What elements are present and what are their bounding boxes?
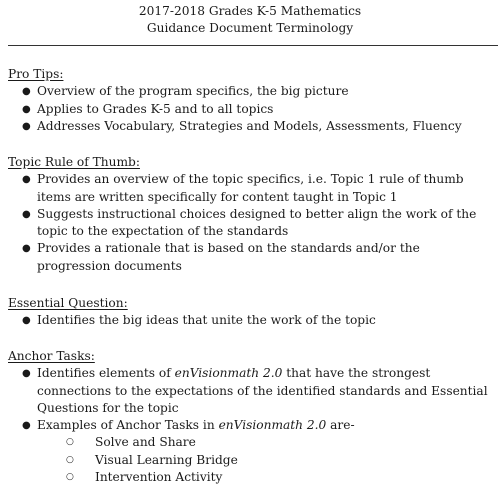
bullet-icon: ● bbox=[22, 103, 31, 115]
list-item-text: that have the strongest connections to the expectations of the identified standards and Essential Questions for the topic bbox=[37, 366, 488, 415]
title-line-2: Guidance Document Terminology bbox=[146, 21, 354, 35]
topic-rule-section bbox=[8, 154, 496, 275]
list-item bbox=[8, 206, 496, 241]
list-item-text: Provides an overview of the topic specifics, i.e. Topic 1 rule of thumb items are written specifically for content taught in Topic 1 bbox=[37, 172, 464, 204]
essential-question-section bbox=[8, 295, 496, 330]
list-item bbox=[8, 365, 496, 417]
list-item-text: Identifies elements of bbox=[37, 366, 175, 381]
bullet-icon: ● bbox=[22, 208, 31, 220]
bullet-icon: ● bbox=[22, 368, 31, 380]
list-item-text: Provides a rationale that is based on the standards and/or the progression documents bbox=[37, 241, 420, 273]
topic-rule-heading: Topic Rule of Thumb: bbox=[8, 155, 140, 169]
list-item-text: Identifies the big ideas that unite the work of the topic bbox=[37, 313, 376, 328]
sub-list-item bbox=[37, 434, 496, 451]
sub-list-item-text: Solve and Share bbox=[95, 435, 196, 450]
bullet-icon: ● bbox=[22, 420, 31, 432]
topic-rule-list bbox=[8, 171, 496, 275]
list-item bbox=[8, 101, 496, 118]
pro-tips-list bbox=[8, 83, 496, 135]
circle-bullet-icon: ○ bbox=[66, 454, 74, 465]
list-item bbox=[8, 417, 496, 486]
document-title bbox=[0, 0, 500, 37]
title-line-1: 2017-2018 Grades K-5 Mathematics bbox=[138, 4, 362, 18]
header-divider bbox=[8, 45, 498, 46]
pro-tips-heading: Pro Tips: bbox=[8, 67, 64, 81]
list-item-text: Applies to Grades K-5 and to all topics bbox=[37, 101, 274, 116]
list-item bbox=[8, 83, 496, 100]
anchor-tasks-list bbox=[8, 365, 496, 486]
circle-bullet-icon: ○ bbox=[66, 472, 74, 483]
bullet-icon: ● bbox=[22, 243, 31, 255]
sub-list-item bbox=[37, 452, 496, 469]
bullet-icon: ● bbox=[22, 86, 31, 98]
anchor-tasks-sublist bbox=[37, 434, 496, 486]
essential-question-heading: Essential Question: bbox=[8, 296, 128, 310]
anchor-tasks-section bbox=[8, 348, 496, 486]
bullet-icon: ● bbox=[22, 174, 31, 186]
list-item-text: Addresses Vocabulary, Strategies and Models, Assessments, Fluency bbox=[37, 118, 462, 133]
list-item bbox=[8, 312, 496, 329]
anchor-tasks-heading: Anchor Tasks: bbox=[8, 349, 95, 363]
product-name: enVisionmath 2.0 bbox=[174, 366, 283, 381]
list-item-text: are- bbox=[326, 418, 355, 433]
bullet-icon: ● bbox=[22, 120, 31, 132]
list-item bbox=[8, 240, 496, 275]
essential-question-list bbox=[8, 312, 496, 329]
sub-list-item-text: Visual Learning Bridge bbox=[95, 452, 238, 467]
list-item-text: Examples of Anchor Tasks in bbox=[37, 418, 219, 433]
sub-list-item-text: Intervention Activity bbox=[95, 470, 223, 485]
circle-bullet-icon: ○ bbox=[66, 437, 74, 448]
list-item bbox=[8, 171, 496, 206]
bullet-icon: ● bbox=[22, 315, 31, 327]
list-item-text: Overview of the program specifics, the big picture bbox=[37, 84, 349, 99]
list-item bbox=[8, 118, 496, 135]
product-name: enVisionmath 2.0 bbox=[218, 418, 327, 433]
pro-tips-section bbox=[8, 66, 496, 135]
list-item-text: Suggests instructional choices designed to better align the work of the topic to the expectation of the standards bbox=[37, 206, 477, 239]
